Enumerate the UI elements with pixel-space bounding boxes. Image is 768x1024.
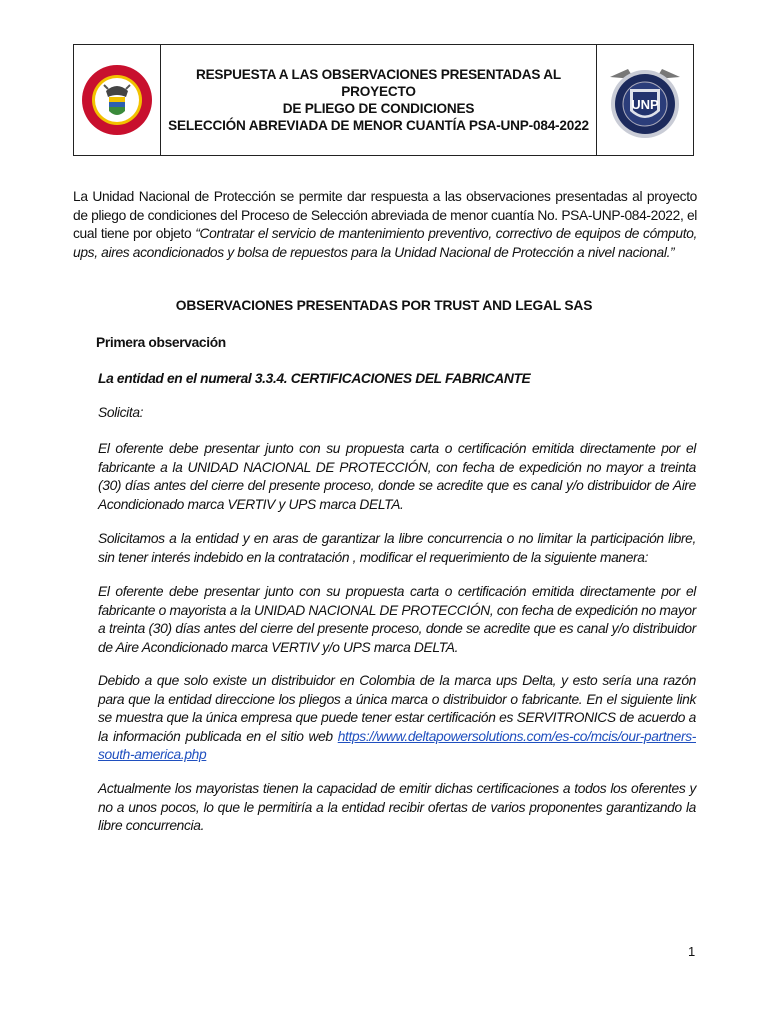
observation-subheading: La entidad en el numeral 3.3.4. CERTIFICACIONES DEL FABRICANTE (98, 371, 531, 386)
intro-text: La Unidad Nacional de Protección se permite dar respuesta a las observaciones presentadas al proyecto de pliego de condiciones del Proceso de Selección abreviada de menor cuantía No. PSA-UNP-084-2022, el cual tiene por objeto (73, 189, 697, 242)
observation-paragraph-4 (98, 672, 696, 765)
observation-paragraph-5: Actualmente los mayoristas tienen la capacidad de emitir dichas certificaciones a todos los oferentes y no a unos pocos, lo que le permitiría a la entidad recibir ofertas de varios proponentes garantizando la libre concurrencia. (98, 781, 696, 834)
intro-quote: “Contratar el servicio de mantenimiento preventivo, correctivo de equipos de cómputo, ups, aires acondicionados y bolsa de repuestos para la Unidad Nacional de Protección a nivel nacional.” (73, 226, 697, 260)
delta-partners-link[interactable]: https://www.deltapowersolutions.com/es-co/mcis/our-partners-south-america.php (98, 728, 696, 763)
observation-heading: Primera observación (96, 335, 226, 350)
intro-paragraph (73, 188, 697, 262)
unp-logo-text: UNP (631, 97, 659, 112)
header-title-line2: DE PLIEGO DE CONDICIONES (282, 101, 475, 116)
colombia-seal-icon (80, 63, 154, 137)
solicita-label: Solicita: (98, 405, 144, 420)
section-title: OBSERVACIONES PRESENTADAS POR TRUST AND LEGAL SAS (175, 298, 593, 313)
paragraph-4-text: Debido a que solo existe un distribuidor en Colombia de la marca ups Delta, y esto sería una razón para que la entidad direccione los pliegos a única marca o distribuidor o fabricante. En el siguiente link se muestra que la única empresa que puede tener estar certificación es SERVITRONICS de acuerdo a la información publicada en el sitio web (98, 673, 696, 744)
header-left-cell (74, 45, 161, 155)
header-right-cell (597, 45, 693, 155)
document-header (73, 44, 694, 156)
header-title-line3: SELECCIÓN ABREVIADA DE MENOR CUANTÍA PSA-UNP-084-2022 (168, 118, 589, 133)
observation-paragraph-1: El oferente debe presentar junto con su propuesta carta o certificación emitida directamente por el fabricante a la UNIDAD NACIONAL DE PROTECCIÓN, con fecha de expedición no mayor a treinta (30) días antes del cierre del presente proceso, donde se acredite que es canal y/o distribuidor de Aire Acondicionado marca VERTIV y UPS marca DELTA. (98, 441, 696, 512)
header-title-line1: RESPUESTA A LAS OBSERVACIONES PRESENTADAS AL PROYECTO (195, 67, 562, 99)
header-title-cell (161, 45, 597, 155)
observation-paragraph-3: El oferente debe presentar junto con su propuesta carta o certificación emitida directamente por el fabricante o mayorista a la UNIDAD NACIONAL DE PROTECCIÓN, con fecha de expedición no mayor a treinta (30) días antes del cierre del presente proceso, donde se acredite que es canal y/o distribuidor de Aire Acondicionado marca VERTIV y/o UPS marca DELTA. (98, 584, 696, 655)
page-number: 1 (688, 944, 696, 959)
observation-paragraph-2: Solicitamos a la entidad y en aras de garantizar la libre concurrencia o no limitar la participación libre, sin tener interés indebido en la contratación , modificar el requerimiento de la siguiente manera: (98, 531, 696, 565)
unp-logo-icon (604, 59, 686, 141)
